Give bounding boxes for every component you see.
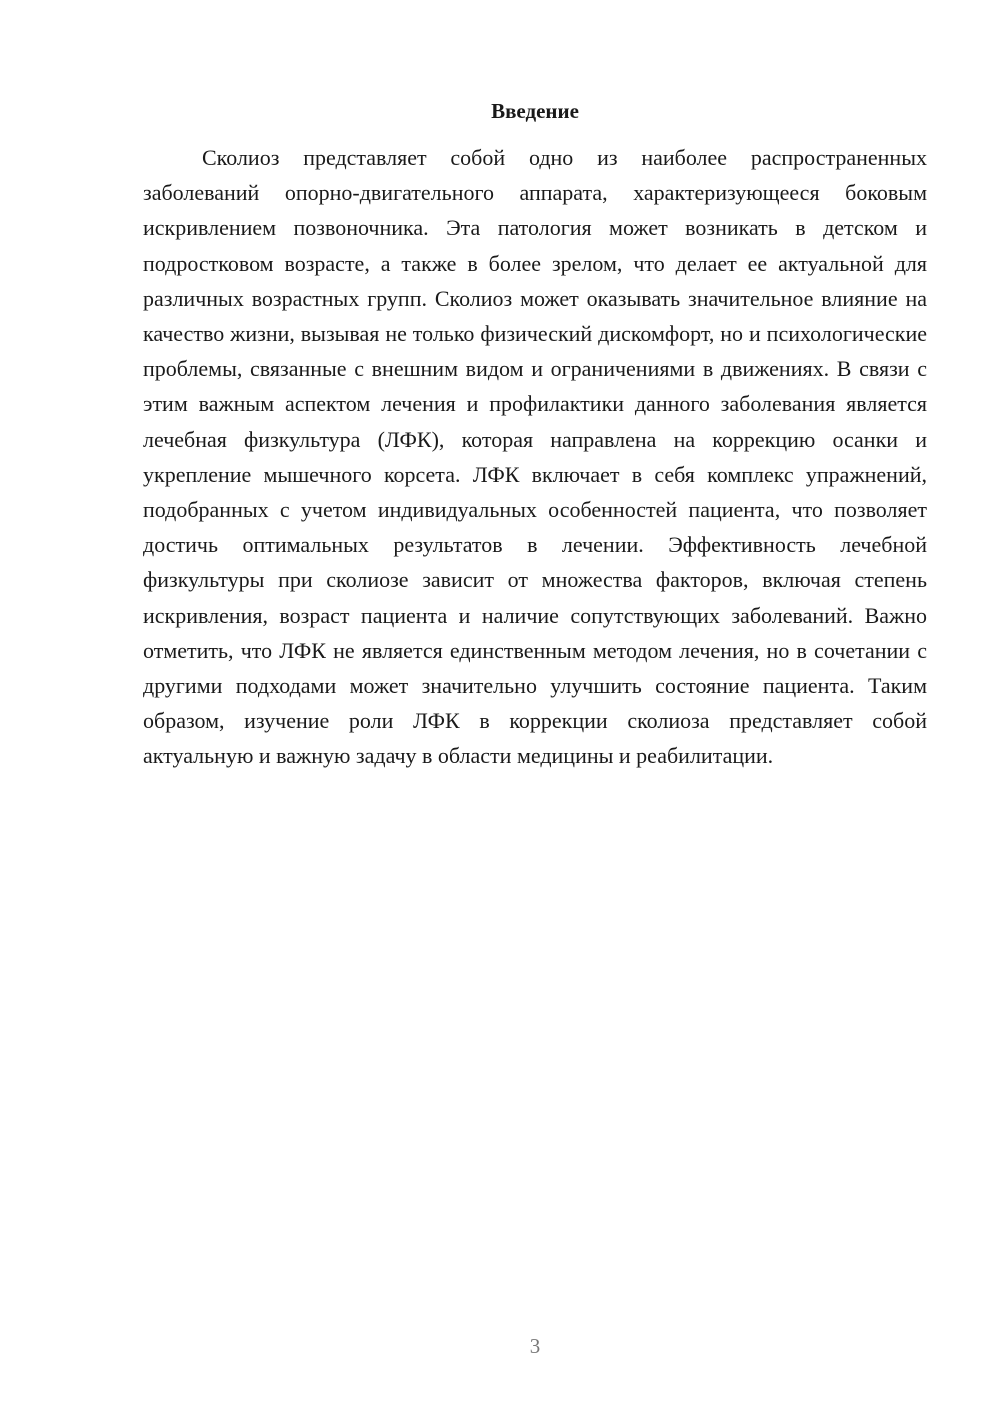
body-paragraph: Сколиоз представляет собой одно из наиболее распространенных заболеваний опорно-двигательного аппарата, характеризующееся боковым искривлением позвоночника. Эта патология может возникать в детском и подростковом возрасте, а также в более зрелом, что делает ее актуальной для различных возрастных групп. Сколиоз может оказывать значительное влияние на качество жизни, вызывая не только физический дискомфорт, но и психологические проблемы, связанные с внешним видом и ограничениями в движениях. В связи с этим важным аспектом лечения и профилактики данного заболевания является лечебная физкультура (ЛФК), которая направлена на коррекцию осанки и укрепление мышечного корсета. ЛФК включает в себя комплекс упражнений, подобранных с учетом индивидуальных особенностей пациента, что позволяет достичь оптимальных результатов в лечении. Эффективность лечебной физкультуры при сколиозе зависит от множества факторов, включая степень искривления, возраст пациента и наличие сопутствующих заболеваний. Важно отметить, что ЛФК не является единственным методом лечения, но в сочетании с другими подходами может значительно улучшить состояние пациента. Таким образом, изучение роли ЛФК в коррекции сколиоза представляет собой актуальную и важную задачу в области медицины и реабилитации. xyxy=(143,145,927,769)
page-number: 3 xyxy=(529,1334,541,1358)
section-heading: Введение xyxy=(491,99,579,123)
